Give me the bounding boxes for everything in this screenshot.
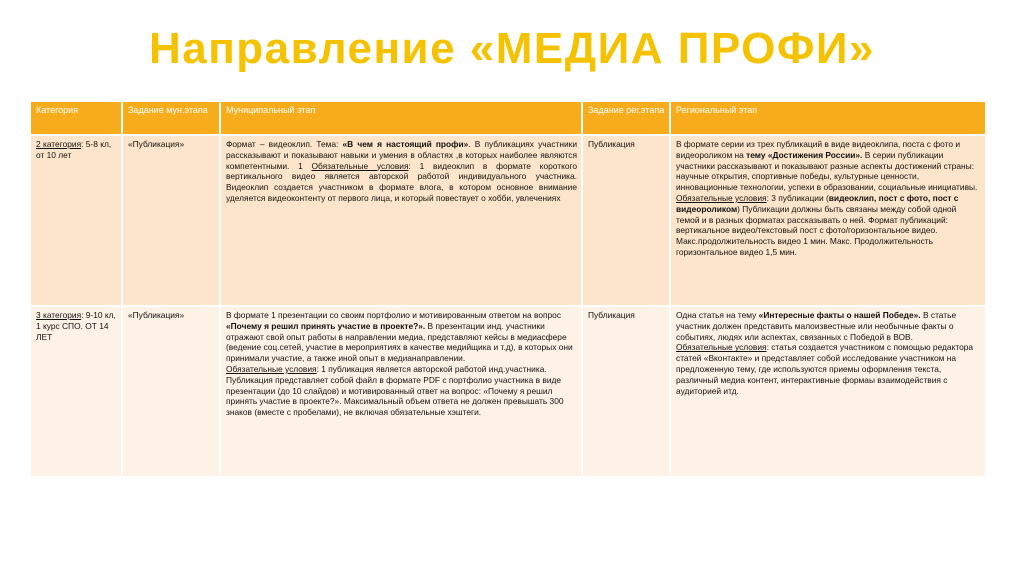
- regional-cell: Одна статья на тему «Интересные факты о нашей Победе». В статье участник должен представить малоизвестные или необычные факты о событиях, людях или аспектах, связанных с Победой в ВОВ. Обязательные условия: статья создается участником с помощью редактора статей «Вконтакте» и представляет собой исследование участником на предложенную тему, где используются приемы оформления текста, различный медиа контент, интерактивные формаы взаимодействия с аудиторией итд.: [671, 307, 985, 476]
- task-reg-cell: Публикация: [583, 307, 669, 476]
- category-cell: 3 категория: 9-10 кл, 1 курс СПО. ОТ 14 ЛЕТ: [31, 307, 121, 476]
- table-row: [31, 136, 985, 305]
- regional-cell: В формате серии из трех публикаций в виде видеоклипа, поста с фото и видеороликом на тему «Достижения России». В серии публикации участники рассказывают и показывают разные аспекты достижений страны: научные открытия, спортивные победы, культурные ценности, инновационные технологии, успехи в образовании, социальные инициативы. Обязательные условия: 3 публикации (видеоклип, пост с фото, пост с видеороликом) Публикации должны быть связаны между собой одной темой и в разных форматах рассказывать о ней. Формат публикаций: вертикальное видео/текстовый пост с фото/горизонтальное видео. Макс.продолжительность видео 1 мин. Макс. Продолжительность горизонтальное видео 1,5 мин.: [671, 136, 985, 305]
- header-municipal: Муниципальный этап: [221, 102, 581, 134]
- municipal-cell: В формате 1 презентации со своим портфолио и мотивированным ответом на вопрос «Почему я решил принять участие в проекте?». В презентации инд. участники отражают свой опыт работы в направлении медиа, представляют кейсы в медиасфере (ведение соц.сетей, участие в мероприятиях в качестве медийщика и т.д), в которых они принимали участие, а также иной опыт в медианаправлении. Обязательные условия: 1 публикация является авторской работой инд.участника. Публикация представляет собой файл в формате PDF с портфолио участника в виде презентации (до 10 слайдов) и мотивированный ответ на вопрос: «Почему я решил принять участие в проекте?». Максимальный объем ответа не должен превышать 300 знаков (вместе с пробелами), не включая обязательные хэштеги.: [221, 307, 581, 476]
- table-row: [31, 307, 985, 476]
- header-task-mun: Задание мун.этапа: [123, 102, 219, 134]
- direction-table: [29, 100, 987, 478]
- header-task-reg: Задание рег.этапа: [583, 102, 669, 134]
- task-reg-cell: Публикация: [583, 136, 669, 305]
- header-category: Категория: [31, 102, 121, 134]
- task-mun-cell: «Публикация»: [123, 136, 219, 305]
- page-title: Направление «МЕДИА ПРОФИ»: [148, 24, 875, 73]
- municipal-cell: Формат – видеоклип. Тема: «В чем я настоящий профи». В публикациях участники рассказывают и показывают навыки и умения в областях ,в которых наиболее являются компетентными. 1 Обязательные условия: 1 видеоклип в формате короткого вертикального видео является авторской работой индивидуального участника. Видеоклип создается участником в формате влога, в котором основное внимание уделяется видеоконтенту от первого лица, и который повествует о хобби, увлечениях: [221, 136, 581, 305]
- category-cell: 2 категория: 5-8 кл, от 10 лет: [31, 136, 121, 305]
- task-mun-cell: «Публикация»: [123, 307, 219, 476]
- table-header-row: [31, 102, 985, 134]
- header-regional: Региональный этап: [671, 102, 985, 134]
